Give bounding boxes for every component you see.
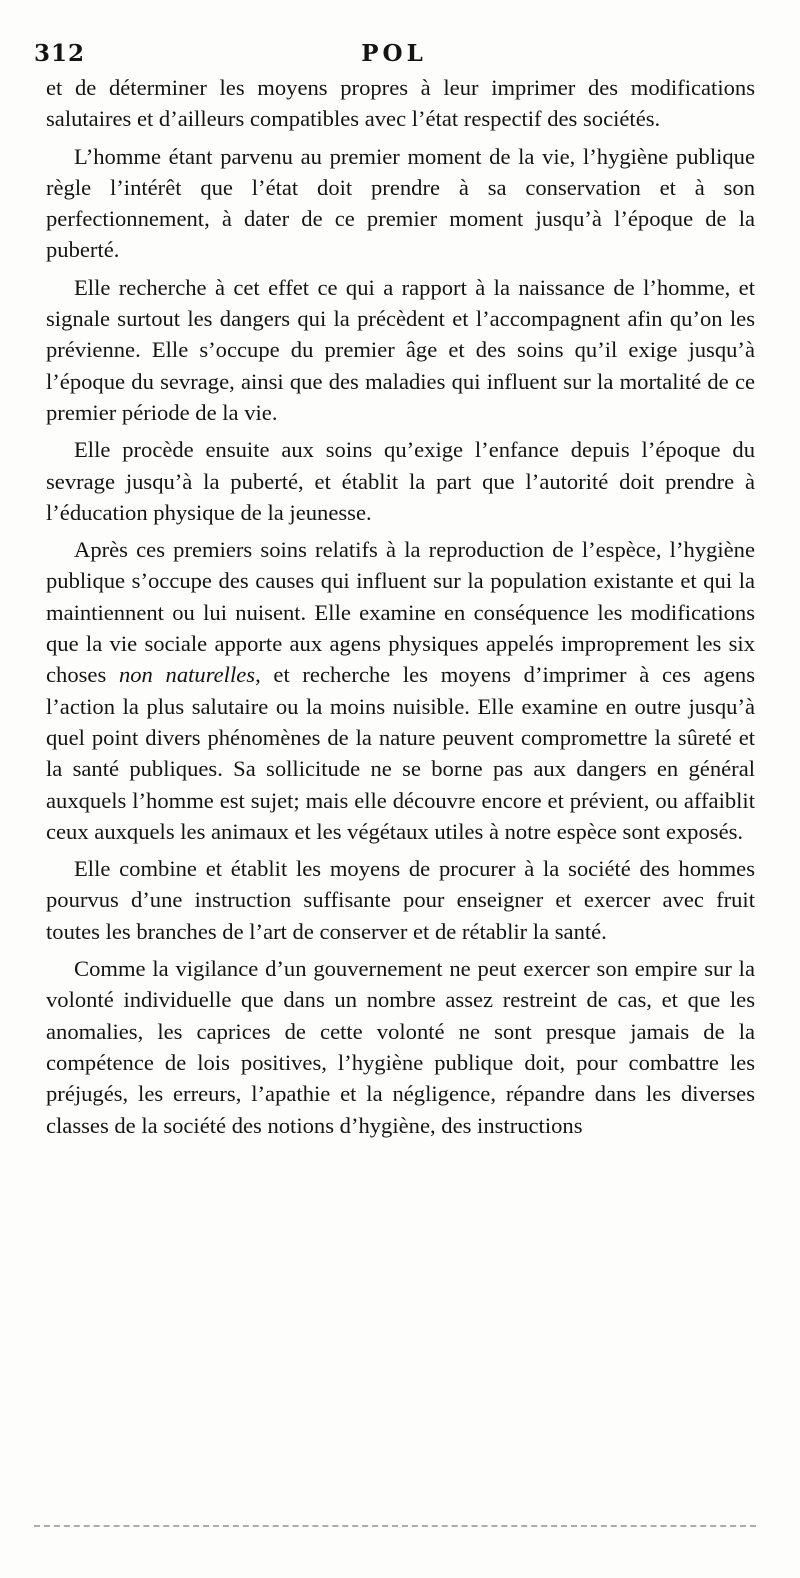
- paragraph-continuation: et de déterminer les moyens propres à leur imprimer des modifications salutaires et d’ailleurs compatibles avec l’état respectif des sociétés.: [46, 75, 755, 132]
- paragraph-text-after: , et recherche les moyens d’imprimer à ces agens l’action la plus salutaire ou la moins nuisible. Elle examine en outre jusqu’à quel point divers phénomènes de la nature peuvent compromettre la sûreté et la santé publiques. Sa sollicitude ne se borne pas aux dangers en général auxquels l’homme est sujet; mais elle découvre encore et prévient, ou affaiblit ceux auxquels les animaux et les végétaux utiles à notre espèce sont exposés.: [46, 662, 755, 844]
- footer-rule: [34, 1525, 756, 1531]
- paragraph-newborn-conservation: L’homme étant parvenu au premier moment de la vie, l’hygiène publique règle l’intérêt que l’état doit prendre à sa conservation et à son perfectionnement, à dater de ce premier moment jusqu’à l’époque de la puberté.: [46, 143, 755, 263]
- page-header: [34, 40, 754, 76]
- paragraph-existing-population: [46, 534, 755, 847]
- running-head: POL: [361, 40, 427, 67]
- paragraph-public-hygiene-notions: Comme la vigilance d’un gouvernement ne peut exercer son empire sur la volonté individuelle que dans un nombre assez restreint de cas, et que les anomalies, les caprices de cette volonté ne sont presque jamais de la compétence de lois positives, l’hygiène publique doit, pour combattre les préjugés, les erreurs, l’apathie et la négligence, répandre dans les diverses classes de la société des notions d’hygiène, des instructions: [46, 956, 755, 1138]
- paragraph-medical-instruction: Elle combine et établit les moyens de procurer à la société des hommes pourvus d’une instruction suffisante pour enseigner et exercer avec fruit toutes les branches de l’art de conserver et de rétablir la santé.: [46, 856, 755, 944]
- paragraph-birth-first-age: Elle recherche à cet effet ce qui a rapport à la naissance de l’homme, et signale surtout les dangers qui la précèdent et l’accompagnent afin qu’on les prévienne. Elle s’occupe du premier âge et des soins qu’il exige jusqu’à l’époque du sevrage, ainsi que des maladies qui influent sur la mortalité de ce premier période de la vie.: [46, 274, 755, 425]
- body-text: [46, 72, 755, 1147]
- page-number: 312: [34, 40, 86, 67]
- italic-phrase: non naturelles: [118, 662, 256, 688]
- paragraph-childhood: Elle procède ensuite aux soins qu’exige l’enfance depuis l’époque du sevrage jusqu’à la puberté, et établit la part que l’autorité doit prendre à l’éducation physique de la jeunesse.: [46, 437, 755, 525]
- paragraph-text-before: Après ces premiers soins relatifs à la reproduction de l’espèce, l’hygiène publique s’occupe des causes qui influent sur la population existante et qui la maintiennent ou lui nuisent. Elle examine en conséquence les modifications que la vie sociale apporte aux agens physiques appelés improprement les six choses: [46, 537, 755, 688]
